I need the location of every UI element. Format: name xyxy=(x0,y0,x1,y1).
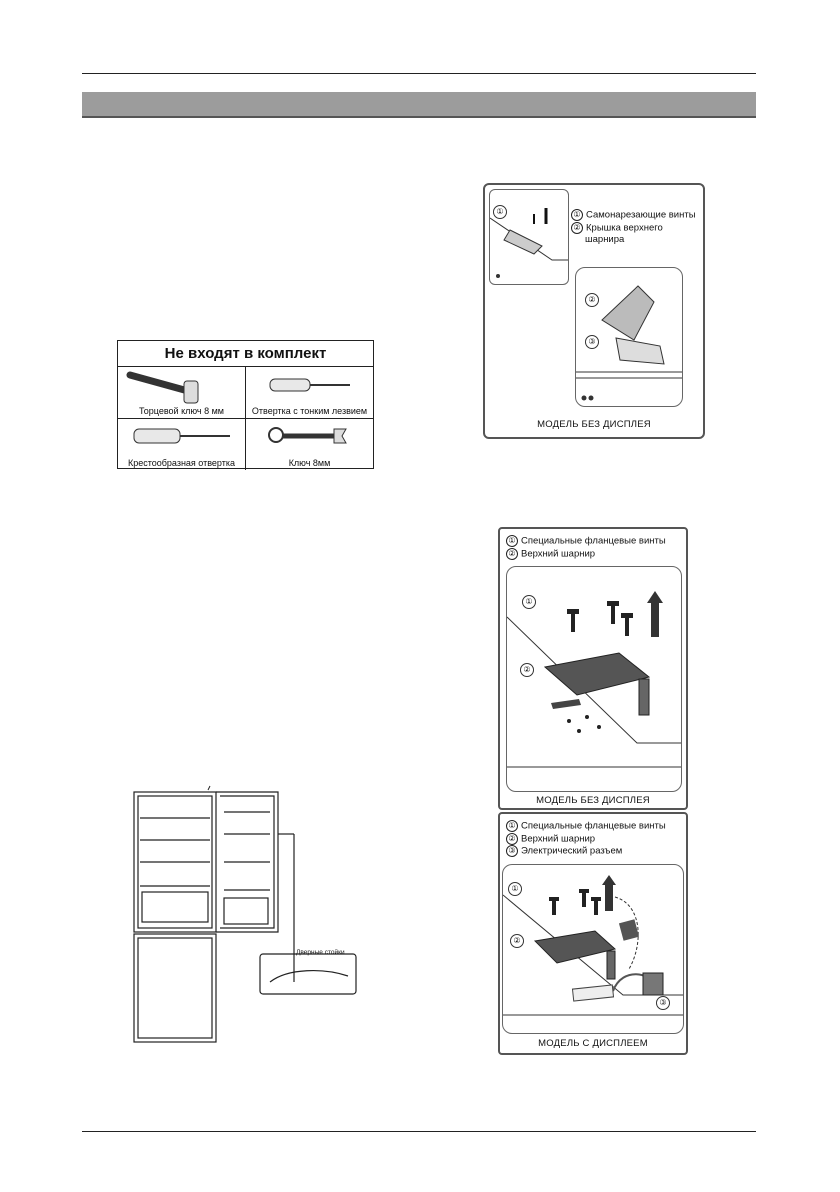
flat-screwdriver-icon xyxy=(246,369,372,401)
top-hinge-connector-illustration xyxy=(503,865,684,1034)
tool-label: Отвертка с тонким лезвием xyxy=(251,406,368,416)
tool-label: Ключ 8мм xyxy=(288,458,331,468)
callout-1: ① xyxy=(508,882,522,896)
figure-legend xyxy=(506,820,666,858)
legend-text: Специальные фланцевые винты xyxy=(521,535,666,547)
tool-cell-flat-screwdriver xyxy=(245,367,373,418)
section-title-band xyxy=(82,92,756,118)
wrench-icon xyxy=(246,421,372,453)
legend-text: Верхний шарнир xyxy=(521,548,596,560)
figure-inset-top xyxy=(489,189,569,285)
tool-label: Торцевой ключ 8 мм xyxy=(139,406,224,416)
legend-text: Самонарезающие винты xyxy=(586,209,696,221)
figure-caption: МОДЕЛЬ С ДИСПЛЕЕМ xyxy=(538,1038,648,1049)
phillips-screwdriver-icon xyxy=(118,421,244,453)
figure-legend xyxy=(506,535,666,560)
tool-cell-wrench xyxy=(245,419,373,470)
figure-legend xyxy=(571,209,696,246)
legend-number: ① xyxy=(506,535,518,547)
legend-number: ① xyxy=(571,209,583,221)
refrigerator-illustration xyxy=(128,782,368,1046)
legend-text: Электрический разъем xyxy=(521,845,623,857)
tool-label: Крестообразная отвертка xyxy=(127,458,235,468)
callout-2: ② xyxy=(510,934,524,948)
legend-text: Специальные фланцевые винты xyxy=(521,820,666,832)
figure-hinge-cover xyxy=(483,183,705,439)
callout-2: ② xyxy=(585,293,599,307)
callout-3: ③ xyxy=(585,335,599,349)
tool-cell-socket-wrench xyxy=(118,367,245,418)
door-racks-label: Дверные стойки xyxy=(296,949,345,956)
legend-number: ③ xyxy=(506,845,518,857)
legend-number: ① xyxy=(506,820,518,832)
figure-caption: МОДЕЛЬ БЕЗ ДИСПЛЕЯ xyxy=(536,795,650,806)
callout-2: ② xyxy=(520,663,534,677)
callout-1: ① xyxy=(522,595,536,609)
callout-3: ③ xyxy=(656,996,670,1010)
legend-text: Верхний шарнир xyxy=(521,833,596,845)
legend-number: ② xyxy=(571,222,583,234)
legend-text: Крышка верхнего xyxy=(586,222,663,234)
figure-hinge-display xyxy=(498,812,688,1055)
legend-number: ② xyxy=(506,548,518,560)
tools-table-title: Не входят в комплект xyxy=(118,341,373,367)
socket-wrench-icon xyxy=(118,369,244,401)
tools-table xyxy=(117,340,374,469)
callout-1: ① xyxy=(493,205,507,219)
figure-hinge-no-display xyxy=(498,527,688,810)
legend-text: шарнира xyxy=(585,234,625,246)
header-rule xyxy=(82,73,756,74)
figure-caption: МОДЕЛЬ БЕЗ ДИСПЛЕЯ xyxy=(537,419,651,430)
tool-cell-phillips-screwdriver xyxy=(118,419,245,470)
footer-rule xyxy=(82,1131,756,1132)
legend-number: ② xyxy=(506,833,518,845)
figure-inset xyxy=(502,864,684,1034)
